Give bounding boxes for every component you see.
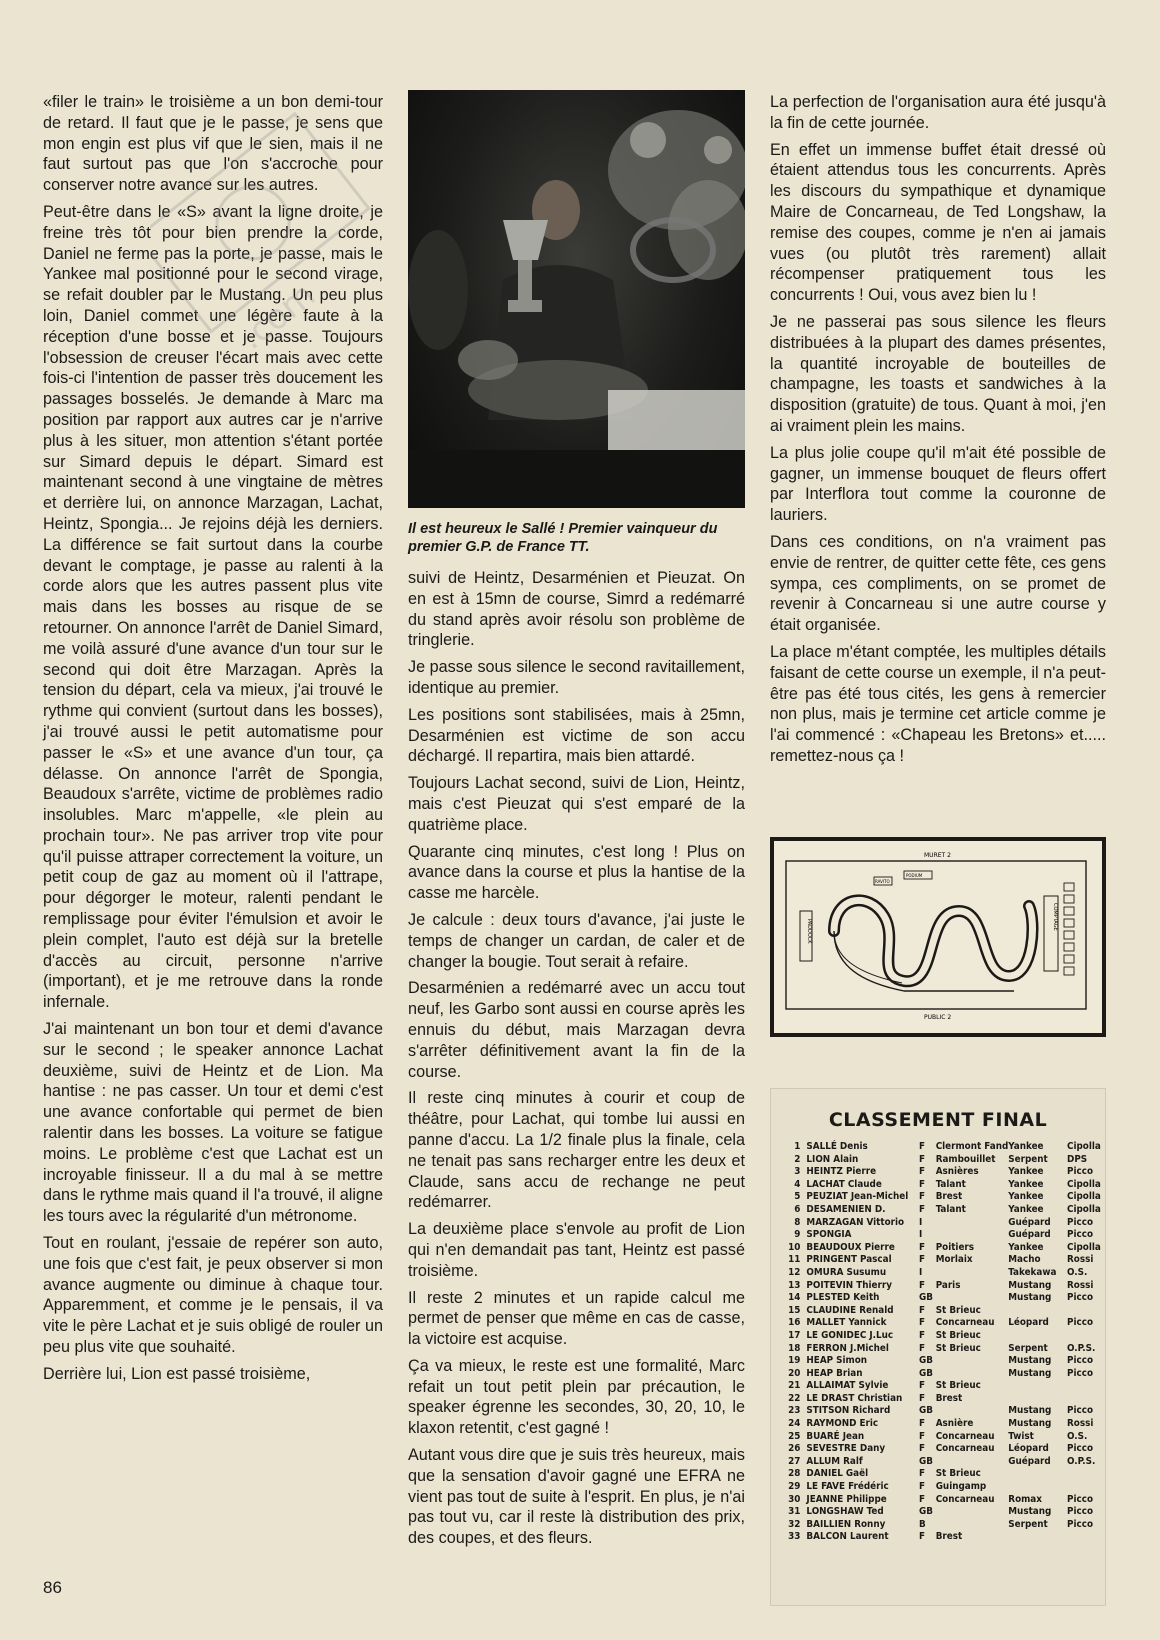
ranking-name: FERRON J.Michel <box>806 1342 889 1354</box>
ranking-city <box>936 1519 1009 1532</box>
ranking-city <box>936 1405 1009 1418</box>
col2-paragraph: Toujours Lachat second, suivi de Lion, Heintz, mais c'est Pieuzat qui s'est emparé de la quatrième place. <box>408 774 745 834</box>
ranking-engine: O.S. <box>1067 1266 1088 1278</box>
ranking-city: St Brieuc <box>935 1468 981 1480</box>
ranking-rank: 10 <box>788 1241 801 1253</box>
ranking-row <box>787 1405 1105 1418</box>
ranking-nat: F <box>919 1531 926 1543</box>
col1-paragraph: Peut-être dans le «S» avant la ligne droite, je freine très tôt pour bien prendre la corde, Daniel ne ferme pas la porte, je passe, mais le Yankee mal positionné pour le second virage, se refait doubler par le Mustang. Un peu plus loin, Daniel commet une légère faute à la réception d'une bosse et je passe. Toujours l'obsession de creuser l'écart mais avec cette fois-ci l'intention de passer très doucement les passages bosselés. Je demande à Marc ma position par rapport aux autres car je n'arrive plus à les situer, mon attention s'étant portée sur Simard depuis le départ. Simard est maintenant second à une vingtaine de mètres et derrière lui, on annonce Marzagan, Lachat, Heintz, Spongia... Je rejoins déjà les derniers. La différence se fait surtout dans la courbe devant le comptage, je passe au ralenti à la corde alors que les autres passent plus vite mais dans les bosses au risque de se retourner. On annonce l'arrêt de Daniel Simard, me voilà assuré d'une avance d'un tour sur le second qui doit être Marzagan. Après la tension du départ, cela va mieux, j'ai trouvé le rythme qui convient (surtout dans les bosses), j'ai trouvé aussi le petit automatisme pour passer le «S» et une avance d'un tour, ça délasse. On annonce l'arrêt de Spongia, Beaudoux s'arrête, victime de problèmes radio insolubles. Marc m'appelle, «le plein au prochain tour». Ne pas arriver trop vite pour qu'il puisse attraper correctement la voiture, un petit coup de gaz au moment où il l'attrape, pour dégorger le moteur, ralenti pendant le remplissage pour éviter l'émulsion et avoir le plein complet, l'auto est déjà sur la bretelle d'accès au circuit, personne n'arrive (important), et je me retrouve dans la ronde infernale. <box>43 202 383 1012</box>
ranking-row <box>787 1280 1105 1293</box>
ranking-nat: GB <box>919 1506 933 1518</box>
col1-paragraph: J'ai maintenant un bon tour et demi d'avance sur le second ; le speaker annonce Lachat deuxième, suivi de Heintz et de Lion. Ma hantise : ne pas casser. Un tour et demi c'est une avance confortable qui permet de bien ralentir dans les bosses. La voiture se fatigue moins. Le problème c'est que Lachat est un incroyable finisseur. Il a du mal à se mettre dans le rythme mais quand il l'a trouvé, il aligne les tours avec la régularité d'un métronome. <box>43 1020 383 1226</box>
ranking-chassis: Macho <box>1008 1254 1041 1266</box>
ranking-city: Brest <box>935 1191 963 1203</box>
ranking-row <box>787 1481 1105 1494</box>
ranking-engine: Rossi <box>1067 1279 1094 1291</box>
ranking-name: POITEVIN Thierry <box>806 1279 892 1291</box>
ranking-nat: F <box>919 1254 926 1266</box>
photo-caption: Il est heureux le Sallé ! Premier vainqueur du premier G.P. de France TT. <box>408 521 718 555</box>
page-number: 86 <box>43 1578 62 1597</box>
ranking-rank: 31 <box>788 1506 801 1518</box>
ranking-engine: Picco <box>1067 1506 1093 1518</box>
ranking-city: St Brieuc <box>935 1304 981 1316</box>
ranking-name: SALLÉ Denis <box>806 1141 868 1152</box>
ranking-name: ALLUM Ralf <box>806 1455 863 1467</box>
ranking-engine <box>1067 1330 1105 1343</box>
ranking-name: LE GONIDEC J.Luc <box>806 1329 894 1341</box>
ranking-engine <box>1067 1380 1105 1393</box>
ranking-nat: F <box>919 1191 926 1203</box>
circuit-diagram <box>774 841 1102 1033</box>
ranking-row <box>787 1368 1105 1381</box>
ranking-nat: F <box>919 1493 926 1505</box>
ranking-rank: 29 <box>788 1481 801 1493</box>
ranking-engine: Picco <box>1067 1229 1093 1241</box>
ranking-row <box>787 1431 1105 1444</box>
ranking-nat: F <box>919 1443 926 1455</box>
ranking-name: LE FAVE Frédéric <box>806 1481 889 1493</box>
circuit-map <box>770 837 1106 1037</box>
ranking-rank: 28 <box>788 1468 801 1480</box>
ranking-rank: 3 <box>794 1166 801 1178</box>
ranking-name: BUARÉ Jean <box>806 1430 865 1442</box>
ranking-name: HEAP Simon <box>806 1355 868 1367</box>
ranking-row <box>787 1204 1105 1217</box>
col1-paragraph: Tout en roulant, j'essaie de repérer son auto, une fois que c'est fait, je peux observer si mon avance augmente ou diminue à chaque tour. Apparemment, et comme je le pensais, il va vite le père Lachat et je suis obligé de rouler un peu plus vite que souhaité. <box>43 1234 383 1357</box>
col3-paragraph: La perfection de l'organisation aura été jusqu'à la fin de cette journée. <box>770 93 1106 132</box>
ranking-city <box>936 1368 1009 1381</box>
ranking-engine: Picco <box>1067 1405 1093 1417</box>
ranking-engine: Cipolla <box>1067 1203 1101 1215</box>
ranking-nat: F <box>919 1430 926 1442</box>
ranking-name: HEAP Brian <box>806 1367 863 1379</box>
ranking-engine <box>1067 1531 1105 1544</box>
ranking-row <box>787 1305 1105 1318</box>
ranking-name: DANIEL Gaël <box>806 1468 869 1480</box>
ranking-engine: Cipolla <box>1067 1241 1101 1253</box>
circuit-ravito-label: RAVITO <box>875 879 890 884</box>
ranking-engine: Picco <box>1067 1367 1093 1379</box>
ranking-rank: 4 <box>794 1178 801 1190</box>
ranking-chassis: Guépard <box>1008 1455 1051 1467</box>
ranking-rank: 32 <box>788 1518 801 1530</box>
col3-paragraph: La plus jolie coupe qu'il m'ait été possible de gagner, un immense bouquet de fleurs offert par Interflora tout comme la couronne de lauriers. <box>770 443 1106 525</box>
ranking-engine <box>1067 1468 1105 1481</box>
ranking-engine: O.P.S. <box>1067 1455 1096 1467</box>
ranking-name: LE DRAST Christian <box>806 1392 903 1404</box>
ranking-nat: F <box>919 1153 926 1165</box>
article-column-3 <box>770 92 1106 767</box>
col2-paragraph: Il reste 2 minutes et un rapide calcul me permet de penser que même en cas de casse, la victoire est acquise. <box>408 1288 745 1349</box>
ranking-name: RAYMOND Eric <box>806 1418 879 1430</box>
ranking-engine: O.S. <box>1067 1430 1088 1442</box>
ranking-nat: F <box>919 1166 926 1178</box>
col3-paragraph: Dans ces conditions, on n'a vraiment pas envie de rentrer, de quitter cette fête, ces gens sympa, ces compliments, on se promet de revenir à Concarneau si une autre course y était organisée. <box>770 532 1106 635</box>
ranking-city: Morlaix <box>935 1254 973 1266</box>
ranking-row <box>787 1494 1105 1507</box>
ranking-city: Concarneau <box>935 1317 995 1329</box>
ranking-rank: 27 <box>788 1455 801 1467</box>
ranking-engine: Cipolla <box>1067 1191 1101 1203</box>
ranking-rank: 20 <box>788 1367 801 1379</box>
ranking-name: JEANNE Philippe <box>806 1493 887 1505</box>
ranking-city <box>936 1355 1009 1368</box>
ranking-row <box>787 1292 1105 1305</box>
ranking-chassis <box>1008 1481 1067 1494</box>
ranking-nat: F <box>919 1241 926 1253</box>
ranking-rank: 18 <box>788 1342 801 1354</box>
ranking-chassis: Twist <box>1008 1430 1034 1442</box>
ranking-nat: F <box>919 1141 926 1152</box>
ranking-city: Paris <box>935 1279 961 1291</box>
ranking-chassis: Yankee <box>1008 1141 1044 1152</box>
ranking-rank: 23 <box>788 1405 801 1417</box>
ranking-rank: 9 <box>794 1229 801 1241</box>
ranking-nat: F <box>919 1392 926 1404</box>
ranking-chassis: Serpent <box>1008 1518 1048 1530</box>
col2-paragraph: Desarménien a redémarré avec un accu tout neuf, les Garbo sont aussi en course après les ennuis du début, mais Marzagan devra s'arrêter définitivement avant la fin de la course. <box>408 979 745 1081</box>
ranking-city: Concarneau <box>935 1493 995 1505</box>
ranking-row <box>787 1456 1105 1469</box>
ranking-nat: I <box>919 1229 923 1241</box>
ranking-city: Concarneau <box>935 1443 995 1455</box>
ranking-nat: F <box>919 1203 926 1215</box>
ranking-name: ALLAIMAT Sylvie <box>806 1380 889 1392</box>
ranking-rank: 17 <box>788 1329 801 1341</box>
ranking-name: LACHAT Claude <box>806 1178 882 1190</box>
ranking-row <box>787 1393 1105 1406</box>
ranking-engine <box>1067 1481 1105 1494</box>
ranking-chassis <box>1008 1393 1067 1406</box>
ranking-chassis: Mustang <box>1008 1418 1052 1430</box>
ranking-engine <box>1067 1393 1105 1406</box>
col2-paragraph: Ça va mieux, le reste est une formalité, Marc refait un tout petit plein par précaution, le speaker égrenne les secondes, 30, 20, 10, le klaxon retentit, c'est gagné ! <box>408 1356 745 1438</box>
ranking-engine <box>1067 1305 1105 1318</box>
ranking-name: LION Alain <box>806 1153 859 1165</box>
ranking-rank: 25 <box>788 1430 801 1442</box>
ranking-rank: 22 <box>788 1392 801 1404</box>
final-ranking-table <box>770 1088 1106 1606</box>
ranking-name: LONGSHAW Ted <box>806 1506 884 1518</box>
ranking-rank: 14 <box>788 1292 801 1304</box>
ranking-chassis: Romax <box>1008 1493 1042 1505</box>
ranking-city <box>936 1229 1009 1242</box>
ranking-nat: F <box>919 1380 926 1392</box>
ranking-engine: Picco <box>1067 1355 1093 1367</box>
ranking-nat: I <box>919 1216 923 1228</box>
ranking-chassis: Guépard <box>1008 1216 1051 1228</box>
ranking-name: DESAMENIEN D. <box>806 1203 886 1215</box>
ranking-engine: Picco <box>1067 1166 1093 1178</box>
ranking-name: CLAUDINE Renald <box>806 1304 894 1316</box>
ranking-rank: 16 <box>788 1317 801 1329</box>
ranking-name: SEVESTRE Dany <box>806 1443 886 1455</box>
ranking-city: Talant <box>935 1178 966 1190</box>
col3-paragraph: Je ne passerai pas sous silence les fleurs distribuées à la plupart des dames présentes, la quantité incroyable de bouteilles de champagne, les toasts et sandwiches à la disposition (gratuite) de tous. Quant à moi, j'en ai vraiment plein les mains. <box>770 312 1106 435</box>
ranking-name: MALLET Yannick <box>806 1317 887 1329</box>
ranking-name: PEUZIAT Jean-Michel <box>806 1191 909 1203</box>
circuit-bottom-label: PUBLIC 2 <box>924 1014 952 1021</box>
ranking-name: OMURA Susumu <box>806 1266 887 1278</box>
ranking-title: CLASSEMENT FINAL <box>828 1109 1048 1131</box>
ranking-rank: 6 <box>794 1203 801 1215</box>
svg-text:.com: .com <box>232 274 323 358</box>
ranking-row <box>787 1531 1105 1544</box>
col2-paragraph: Je calcule : deux tours d'avance, j'ai juste le temps de changer un cardan, de caler et de changer la bougie. Tout serait à refaire. <box>408 910 745 971</box>
ranking-chassis: Serpent <box>1008 1153 1048 1165</box>
ranking-chassis: Guépard <box>1008 1229 1051 1241</box>
ranking-city: Guingamp <box>935 1481 987 1493</box>
col2-paragraph: suivi de Heintz, Desarménien et Pieuzat. On en est à 15mn de course, Simrd a redémarré du stand après avoir résolu son problème de tringlerie. <box>408 569 745 650</box>
ranking-nat: GB <box>919 1292 933 1304</box>
ranking-nat: B <box>919 1518 926 1530</box>
ranking-nat: F <box>919 1317 926 1329</box>
ranking-city: Rambouillet <box>935 1153 996 1165</box>
ranking-rank: 19 <box>788 1355 801 1367</box>
ranking-engine: Picco <box>1067 1443 1093 1455</box>
ranking-name: PRINGENT Pascal <box>806 1254 892 1266</box>
ranking-nat: GB <box>919 1367 933 1379</box>
ranking-row <box>787 1141 1105 1154</box>
ranking-city: St Brieuc <box>935 1380 981 1392</box>
circuit-podium-label: PODIUM <box>906 873 923 878</box>
ranking-rank: 24 <box>788 1418 801 1430</box>
col2-paragraph: Les positions sont stabilisées, mais à 25mn, Desarménien est victime de son accu déchargé. Il repartira, mais bien attardé. <box>408 705 745 766</box>
circuit-top-label: MURET 2 <box>924 852 951 859</box>
article-column-2 <box>408 568 745 1549</box>
ranking-row <box>787 1443 1105 1456</box>
article-column-1 <box>43 92 383 1385</box>
ranking-city: Concarneau <box>935 1430 995 1442</box>
ranking-chassis: Mustang <box>1008 1506 1052 1518</box>
ranking-chassis: Léopard <box>1008 1317 1049 1329</box>
ranking-engine: Picco <box>1067 1518 1093 1530</box>
circuit-right-label: COMPTAGE <box>1052 903 1058 931</box>
ranking-city <box>936 1267 1009 1280</box>
ranking-row <box>787 1217 1105 1230</box>
circuit-left-label: PADDOCK <box>806 919 812 944</box>
ranking-row <box>787 1254 1105 1267</box>
ranking-chassis: Yankee <box>1008 1191 1044 1203</box>
ranking-row <box>787 1418 1105 1431</box>
ranking-nat: F <box>919 1178 926 1190</box>
ranking-chassis: Mustang <box>1008 1279 1052 1291</box>
ranking-nat: F <box>919 1329 926 1341</box>
ranking-name: SPONGIA <box>806 1229 852 1241</box>
ranking-rank: 11 <box>788 1254 801 1266</box>
ranking-name: STITSON Richard <box>806 1405 891 1417</box>
ranking-row <box>787 1191 1105 1204</box>
ranking-rank: 15 <box>788 1304 801 1316</box>
ranking-engine: DPS <box>1067 1153 1088 1165</box>
ranking-row <box>787 1468 1105 1481</box>
ranking-city: Clermont Fand <box>935 1141 1009 1152</box>
ranking-engine: O.P.S. <box>1067 1342 1096 1354</box>
ranking-city <box>936 1292 1009 1305</box>
ranking-city <box>936 1456 1009 1469</box>
ranking-city <box>936 1217 1009 1230</box>
ranking-row <box>787 1179 1105 1192</box>
ranking-nat: F <box>919 1342 926 1354</box>
ranking-name: HEINTZ Pierre <box>806 1166 877 1178</box>
ranking-city: Poitiers <box>935 1241 975 1253</box>
col3-paragraph: En effet un immense buffet était dressé où étaient attendus tous les concurrents. Après les discours du sympathique et dynamique Maire de Concarneau, de Ted Longshaw, la remise des coupes, comme je n'en ai jamais vues (ou plutôt très rarement) allait récompenser pratiquement tous les concurrents ! Oui, vous avez bien lu ! <box>770 140 1106 305</box>
ranking-row <box>787 1229 1105 1242</box>
col2-paragraph: Je passe sous silence le second ravitaillement, identique au premier. <box>408 658 745 697</box>
col2-paragraph: La deuxième place s'envole au profit de Lion qui n'en demandait pas tant, Heintz est passé troisième. <box>408 1220 745 1280</box>
winner-photo-illustration <box>408 90 745 508</box>
ranking-row <box>787 1267 1105 1280</box>
ranking-chassis: Yankee <box>1008 1166 1044 1178</box>
ranking-chassis: Léopard <box>1008 1443 1049 1455</box>
col2-paragraph: Quarante cinq minutes, c'est long ! Plus on avance dans la course et plus la hantise de la casse me harcèle. <box>408 842 745 903</box>
ranking-city: Asnière <box>935 1418 974 1430</box>
ranking-chassis: Yankee <box>1008 1241 1044 1253</box>
ranking-nat: F <box>919 1481 926 1493</box>
ranking-engine: Picco <box>1067 1216 1093 1228</box>
ranking-engine: Rossi <box>1067 1254 1094 1266</box>
ranking-city: St Brieuc <box>935 1342 981 1354</box>
ranking-rank: 26 <box>788 1443 801 1455</box>
ranking-chassis: Mustang <box>1008 1405 1052 1417</box>
ranking-city: St Brieuc <box>935 1329 981 1341</box>
ranking-name: BAILLIEN Ronny <box>806 1518 886 1530</box>
ranking-engine: Picco <box>1067 1292 1093 1304</box>
ranking-nat: GB <box>919 1455 933 1467</box>
ranking-rank: 5 <box>794 1191 801 1203</box>
ranking-name: BEAUDOUX Pierre <box>806 1241 895 1253</box>
ranking-city: Asnières <box>935 1166 979 1178</box>
winner-photo <box>408 90 745 508</box>
ranking-row <box>787 1355 1105 1368</box>
ranking-nat: GB <box>919 1355 933 1367</box>
ranking-rank: 21 <box>788 1380 801 1392</box>
ranking-chassis: Serpent <box>1008 1342 1048 1354</box>
col2-paragraph: Autant vous dire que je suis très heureux, mais que la sensation d'avoir gagné une EFRA ne vient pas tout de suite à l'esprit. En plus, je n'ai pas tout vu, car il reste là distribution des prix, des coupes, et des fleurs. <box>408 1446 745 1548</box>
ranking-name: PLESTED Keith <box>806 1292 880 1304</box>
ranking-chassis <box>1008 1330 1067 1343</box>
ranking-city <box>936 1506 1009 1519</box>
ranking-chassis: Mustang <box>1008 1367 1052 1379</box>
ranking-row <box>787 1317 1105 1330</box>
ranking-row <box>787 1242 1105 1255</box>
col2-paragraph: Il reste cinq minutes à courir et coup de théâtre, pour Lachat, qui tombe lui aussi en panne d'accu. La 1/2 finale plus la finale, cela ne tenait pas sans recharger entre les deux et Claude, sans accu de rechange ne peut redémarrer. <box>408 1089 745 1212</box>
ranking-nat: F <box>919 1418 926 1430</box>
ranking-chassis: Takekawa <box>1008 1266 1057 1278</box>
ranking-row <box>787 1506 1105 1519</box>
ranking-rank: 2 <box>794 1153 801 1165</box>
ranking-engine: Picco <box>1067 1317 1093 1329</box>
ranking-rank: 30 <box>788 1493 801 1505</box>
ranking-chassis <box>1008 1305 1067 1318</box>
ranking-nat: F <box>919 1279 926 1291</box>
ranking-row <box>787 1519 1105 1532</box>
ranking-name: MARZAGAN Vittorio <box>806 1216 905 1228</box>
ranking-nat: F <box>919 1304 926 1316</box>
ranking-nat: F <box>919 1468 926 1480</box>
ranking-chassis: Mustang <box>1008 1355 1052 1367</box>
ranking-city: Brest <box>935 1531 963 1543</box>
ranking-row <box>787 1380 1105 1393</box>
ranking-row <box>787 1330 1105 1343</box>
ranking-engine: Cipolla <box>1067 1178 1101 1190</box>
ranking-engine: Cipolla <box>1067 1141 1101 1152</box>
ranking-rows <box>787 1141 1105 1544</box>
ranking-row <box>787 1343 1105 1356</box>
ranking-rank: 33 <box>788 1531 801 1543</box>
ranking-nat: GB <box>919 1405 933 1417</box>
ranking-chassis: Mustang <box>1008 1292 1052 1304</box>
ranking-rank: 12 <box>788 1266 801 1278</box>
ranking-row <box>787 1166 1105 1179</box>
ranking-row <box>787 1154 1105 1167</box>
ranking-chassis <box>1008 1468 1067 1481</box>
ranking-chassis: Yankee <box>1008 1178 1044 1190</box>
col1-paragraph: «filer le train» le troisième a un bon demi-tour de retard. Il faut que je le passe, je sens que mon engin est plus vif que le sien, mais il ne faut surtout pas que l'on s'accroche pour conserver notre avance sur les autres. <box>43 93 383 195</box>
ranking-chassis <box>1008 1531 1067 1544</box>
ranking-rank: 1 <box>794 1141 801 1152</box>
ranking-chassis: Yankee <box>1008 1203 1044 1215</box>
ranking-city: Brest <box>935 1392 963 1404</box>
ranking-rank: 8 <box>794 1216 801 1228</box>
ranking-rank: 13 <box>788 1279 801 1291</box>
ranking-engine: Picco <box>1067 1493 1093 1505</box>
ranking-name: BALCON Laurent <box>806 1531 889 1543</box>
col1-paragraph: Derrière lui, Lion est passé troisième, <box>43 1364 311 1383</box>
ranking-chassis <box>1008 1380 1067 1393</box>
col3-paragraph: La place m'étant comptée, les multiples détails faisant de cette course un exemple, il n'a peut-être pas été tous cités, les gens à remercier non plus, mais je termine cet article comme je l'ai commencé : «Chapeau les Bretons» et..... remettez-nous ça ! <box>770 642 1106 765</box>
ranking-engine: Rossi <box>1067 1418 1094 1430</box>
ranking-nat: I <box>919 1266 923 1278</box>
ranking-city: Talant <box>935 1203 966 1215</box>
